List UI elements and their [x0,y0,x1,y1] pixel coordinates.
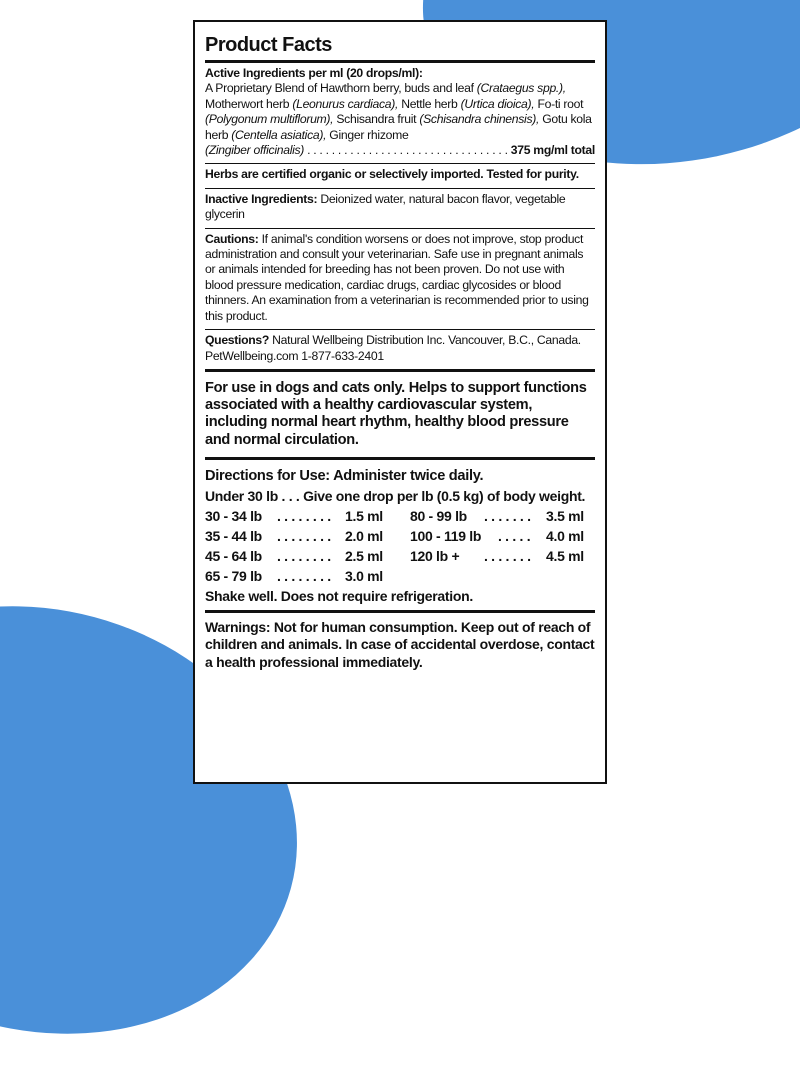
inactive-ingredients-section [205,189,595,228]
dose-row [410,506,590,526]
dose-dots: . . . . . . . . [277,507,331,524]
certified-statement: Herbs are certified organic or selectively imported. Tested for purity. [205,167,579,182]
dose-dots: . . . . . . . . [277,567,331,584]
dose-row [410,526,590,546]
cautions-label: Cautions: [205,231,259,246]
dose-column-right [410,506,590,586]
total-amount-row [205,143,595,158]
directions-under: Under 30 lb . . . Give one drop per lb (0.5 kg) of body weight. [205,487,586,504]
dose-weight: 100 - 119 lb [410,527,482,544]
dose-amount: 3.5 ml [546,507,584,524]
dose-amount: 2.5 ml [345,547,383,564]
inactive-text: Deionized water, natural bacon flavor, vegetable glycerin [205,191,566,222]
dose-row [410,546,590,566]
panel-title: Product Facts [205,34,332,56]
warnings-section [205,613,595,678]
active-ingredients-heading: Active Ingredients per ml (20 drops/ml): [205,66,423,80]
dose-weight: 45 - 64 lb [205,547,262,564]
product-facts-panel [193,20,607,784]
active-ingredients-list [205,81,595,143]
dose-dots: . . . . . . . . [277,527,331,544]
questions-section [205,330,595,369]
shake-instruction: Shake well. Does not require refrigeration. [205,587,473,604]
ingredient-latin: (Zingiber officinalis) [205,143,305,158]
directions-title: Directions for Use: Administer twice daily. [205,467,484,484]
questions-label: Questions? [205,333,270,348]
dose-amount: 2.0 ml [345,527,383,544]
ingredient-latin: (Schisandra chinensis), [419,112,540,127]
dose-dots: . . . . . [498,527,531,544]
directions-section [205,460,595,610]
dose-dots: . . . . . . . [484,507,531,524]
dose-table [205,506,595,586]
inactive-label: Inactive Ingredients: [205,191,318,206]
dose-row [205,506,410,526]
ingredient-latin: (Crataegus spp.), [476,81,566,96]
questions-text: Natural Wellbeing Distribution Inc. Vancouver, B.C., Canada. [269,333,581,348]
ingredient-text: Ginger rhizome [326,127,409,142]
dose-amount: 3.0 ml [345,567,383,584]
warnings-label: Warnings: [205,618,271,635]
cautions-text: If animal's condition worsens or does not improve, stop product administration and consult your veterinarian. Safe use in pregnant animals or animals intended for breeding has not been proven. Do not use with blood pressure medication, cardiac drugs, cardiac glycosides or blood thinners. An examination from a veterinarian is recommended prior to using this product. [205,231,589,323]
ingredient-latin: (Polygonum multiflorum), [205,112,334,127]
dose-column-left [205,506,410,586]
cautions-section [205,229,595,329]
dose-weight: 35 - 44 lb [205,527,262,544]
contact-line: PetWellbeing.com 1-877-633-2401 [205,348,384,363]
dose-row [205,566,410,586]
dose-weight: 80 - 99 lb [410,507,467,524]
ingredient-text: Fo-ti root [534,96,584,111]
dose-weight: 120 lb + [410,547,460,564]
ingredient-text: Gotu kola herb [205,112,592,142]
dose-amount: 1.5 ml [345,507,383,524]
ingredient-latin: (Leonurus cardiaca), [292,96,399,111]
leader-dots [307,143,508,158]
ingredient-text: Nettle herb [398,96,461,111]
warnings-text: Not for human consumption. Keep out of reach of children and animals. In case of accidental overdose, contact a health professional immediately. [205,618,595,670]
dose-amount: 4.5 ml [546,547,584,564]
ingredient-latin: (Centella asiatica), [231,127,327,142]
dose-dots: . . . . . . . [484,547,531,564]
dose-dots: . . . . . . . . [277,547,331,564]
dose-weight: 30 - 34 lb [205,507,262,524]
ingredient-latin: (Urtica dioica), [460,96,535,111]
dose-row [205,526,410,546]
total-amount: 375 mg/ml total [510,143,595,158]
ingredient-text: Schisandra fruit [333,112,420,127]
ingredient-text: A Proprietary Blend of Hawthorn berry, buds and leaf [205,81,477,96]
ingredient-text: Motherwort herb [205,96,293,111]
dose-amount: 4.0 ml [546,527,584,544]
dose-row [205,546,410,566]
use-statement: For use in dogs and cats only. Helps to support functions associated with a healthy cardiovascular system, including normal heart rhythm, healthy blood pressure and normal circulation. [205,379,587,448]
dose-weight: 65 - 79 lb [205,567,262,584]
active-ingredients-section [205,63,595,163]
